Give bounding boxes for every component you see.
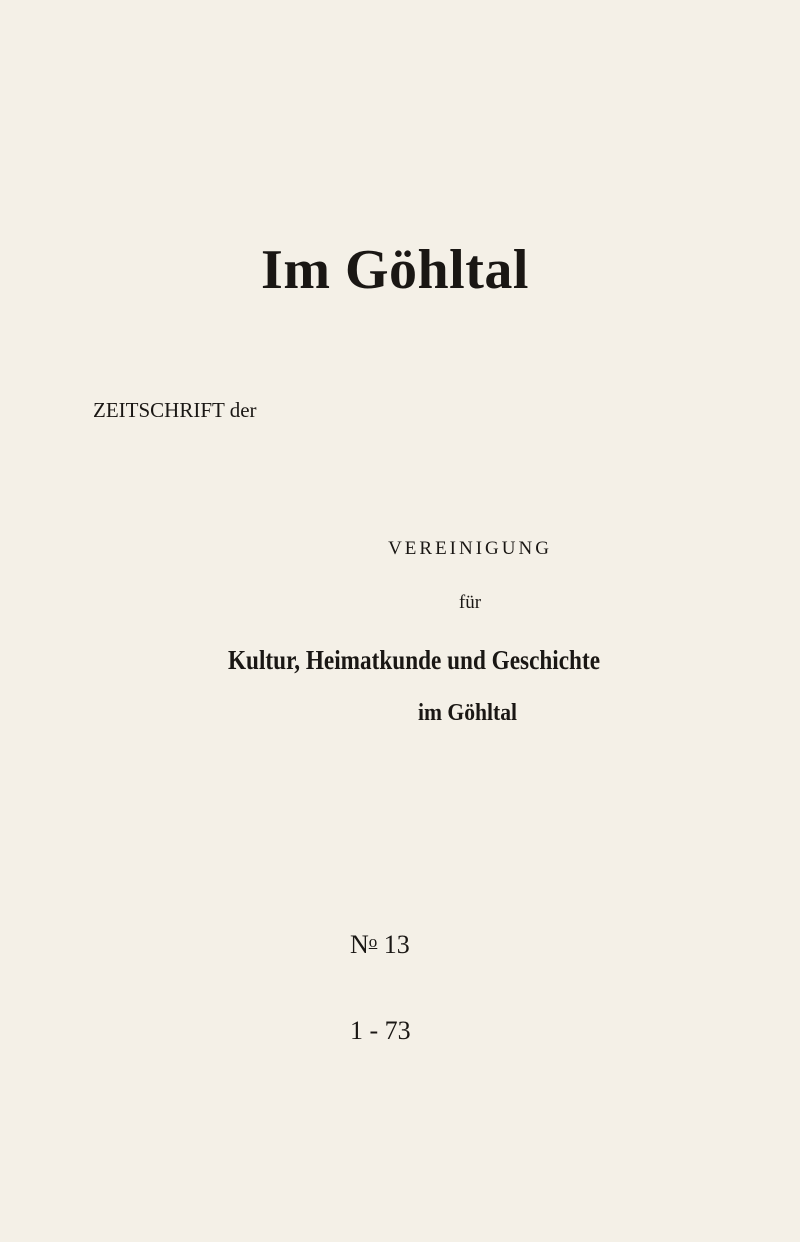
number-value: 13: [377, 930, 410, 959]
subtitle-fuer: für: [458, 592, 482, 613]
subtitle-im-goehltal: im Göhltal: [418, 700, 518, 726]
number-prefix: N: [350, 930, 369, 959]
journal-title: Im Göhltal: [261, 239, 529, 301]
issue-range: 1 - 73: [350, 1016, 411, 1045]
subtitle-kultur: Kultur, Heimatkunde und Geschichte: [228, 645, 601, 675]
subtitle-zeitschrift: ZEITSCHRIFT der: [93, 398, 257, 422]
issue-number: [350, 930, 410, 960]
number-sup: o: [368, 932, 378, 951]
subtitle-vereinigung: VEREINIGUNG: [388, 538, 552, 559]
